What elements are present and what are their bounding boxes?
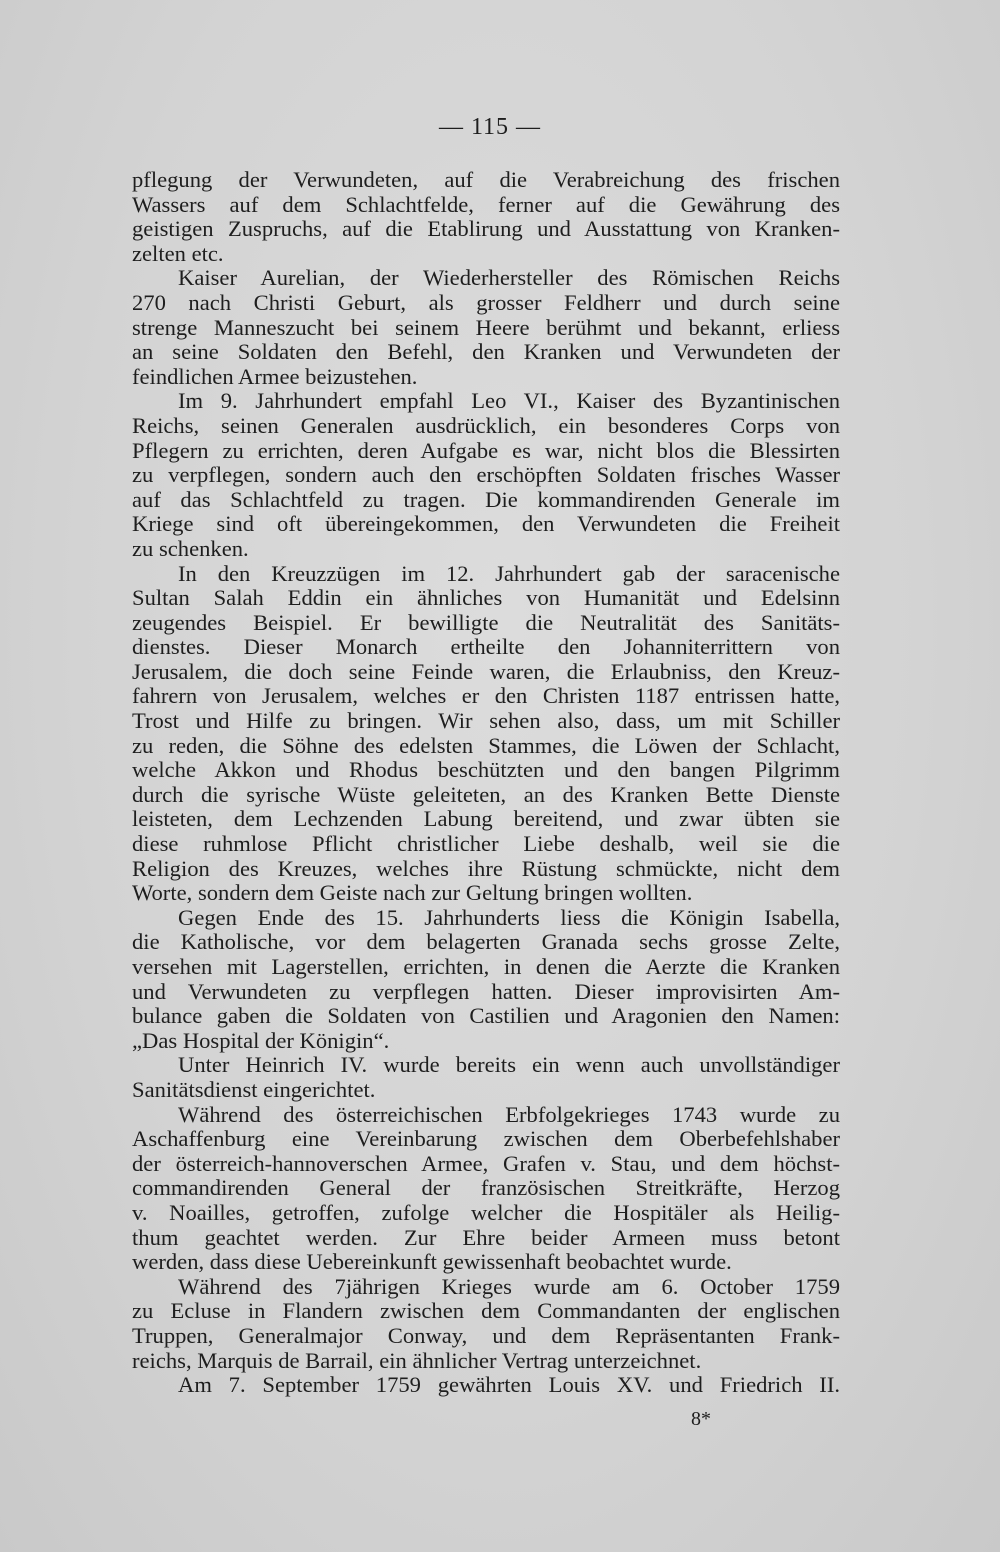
text-line: zu reden, die Söhne des edelsten Stammes, die Löwen der Schlacht, [132, 732, 840, 758]
text-line: Während des österreichischen Erbfolgekrieges 1743 wurde zu [178, 1101, 840, 1127]
text-line: Kriege sind oft übereingekommen, den Verwundeten die Freiheit [132, 511, 840, 537]
text-line: fahrern von Jerusalem, welches er den Christen 1187 entrissen hatte, [132, 683, 840, 709]
text-line: dienstes. Dieser Monarch ertheilte den Johanniterrittern von [132, 634, 840, 660]
text-line: In den Kreuzzügen im 12. Jahrhundert gab der saracenische [178, 560, 840, 586]
text-line: Sultan Salah Eddin ein ähnliches von Humanität und Edelsinn [132, 585, 840, 611]
text-line: an seine Soldaten den Befehl, den Kranken und Verwundeten der [132, 339, 840, 365]
text-line: Gegen Ende des 15. Jahrhunderts liess die Königin Isabella, [178, 904, 840, 930]
text-line: commandirenden General der französischen Streitkräfte, Herzog [132, 1175, 840, 1201]
text-line: Reichs, seinen Generalen ausdrücklich, ein besonderes Corps von [132, 412, 840, 438]
text-line: Im 9. Jahrhundert empfahl Leo VI., Kaiser des Byzantinischen [178, 388, 840, 414]
text-line: bulance gaben die Soldaten von Castilien und Aragonien den Namen: [132, 1003, 840, 1029]
signature-mark: 8* [691, 1408, 711, 1430]
text-line: zelten etc. [132, 240, 224, 266]
page-number: — 115 — [438, 114, 542, 140]
text-line: diese ruhmlose Pflicht christlicher Liebe deshalb, weil sie die [132, 831, 840, 857]
text-line: Sanitätsdienst eingerichtet. [132, 1076, 376, 1102]
body-text [132, 168, 840, 1398]
text-line: Pflegern zu errichten, deren Aufgabe es war, nicht blos die Blessirten [132, 437, 840, 463]
text-line: Kaiser Aurelian, der Wiederhersteller des Römischen Reichs [178, 265, 840, 291]
text-line: strenge Manneszucht bei seinem Heere berühmt und bekannt, erliess [132, 314, 840, 340]
text-line: durch die syrische Wüste geleiteten, an des Kranken Bette Dienste [132, 781, 840, 807]
text-line: die Katholische, vor dem belagerten Granada sechs grosse Zelte, [132, 929, 840, 955]
text-line: Unter Heinrich IV. wurde bereits ein wenn auch unvollständiger [178, 1052, 840, 1078]
text-line: geistigen Zuspruchs, auf die Etablirung und Ausstattung von Kranken- [132, 216, 840, 242]
text-line: leisteten, dem Lechzenden Labung bereitend, und zwar übten sie [132, 806, 840, 832]
text-line: feindlichen Armee beizustehen. [132, 363, 418, 389]
text-line: „Das Hospital der Königin“. [132, 1027, 390, 1053]
text-line: der österreich-hannoverschen Armee, Grafen v. Stau, und dem höchst- [132, 1150, 840, 1176]
text-line: Trost und Hilfe zu bringen. Wir sehen also, dass, um mit Schiller [132, 708, 840, 734]
text-line: pflegung der Verwundeten, auf die Verabreichung des frischen [132, 167, 840, 192]
text-line: Aschaffenburg eine Vereinbarung zwischen dem Oberbefehlshaber [132, 1126, 840, 1152]
text-line: werden, dass diese Uebereinkunft gewissenhaft beobachtet wurde. [132, 1249, 732, 1275]
text-line: zeugendes Beispiel. Er bewilligte die Neutralität des Sanitäts- [132, 609, 840, 635]
text-line: Jerusalem, die doch seine Feinde waren, die Erlaubniss, den Kreuz- [132, 658, 840, 684]
text-line: auf das Schlachtfeld zu tragen. Die kommandirenden Generale im [132, 486, 840, 512]
text-line: zu schenken. [132, 535, 249, 561]
text-line: v. Noailles, getroffen, zufolge welcher die Hospitäler als Heilig- [132, 1199, 840, 1225]
text-line: Während des 7jährigen Krieges wurde am 6. October 1759 [178, 1273, 840, 1299]
text-line: zu verpflegen, sondern auch den erschöpften Soldaten frisches Wasser [132, 462, 840, 488]
text-line: 270 nach Christi Geburt, als grosser Feldherr und durch seine [132, 289, 840, 315]
text-line: Am 7. September 1759 gewährten Louis XV. und Friedrich II. [178, 1372, 840, 1398]
text-line: zu Ecluse in Flandern zwischen dem Commandanten der englischen [132, 1298, 840, 1324]
text-line: thum geachtet werden. Zur Ehre beider Armeen muss betont [132, 1224, 840, 1250]
text-line: Worte, sondern dem Geiste nach zur Geltung bringen wollten. [132, 880, 693, 906]
text-line: und Verwundeten zu verpflegen hatten. Dieser improvisirten Am- [132, 978, 840, 1004]
text-line: Wassers auf dem Schlachtfelde, ferner auf die Gewährung des [132, 191, 840, 217]
text-line: versehen mit Lagerstellen, errichten, in denen die Aerzte die Kranken [132, 954, 840, 979]
text-line: reichs, Marquis de Barrail, ein ähnlicher Vertrag unterzeichnet. [132, 1347, 702, 1373]
text-line: Truppen, Generalmajor Conway, und dem Repräsentanten Frank- [132, 1322, 840, 1348]
text-line: welche Akkon und Rhodus beschützten und den bangen Pilgrimm [132, 757, 840, 783]
text-line: Religion des Kreuzes, welches ihre Rüstung schmückte, nicht dem [132, 855, 840, 881]
